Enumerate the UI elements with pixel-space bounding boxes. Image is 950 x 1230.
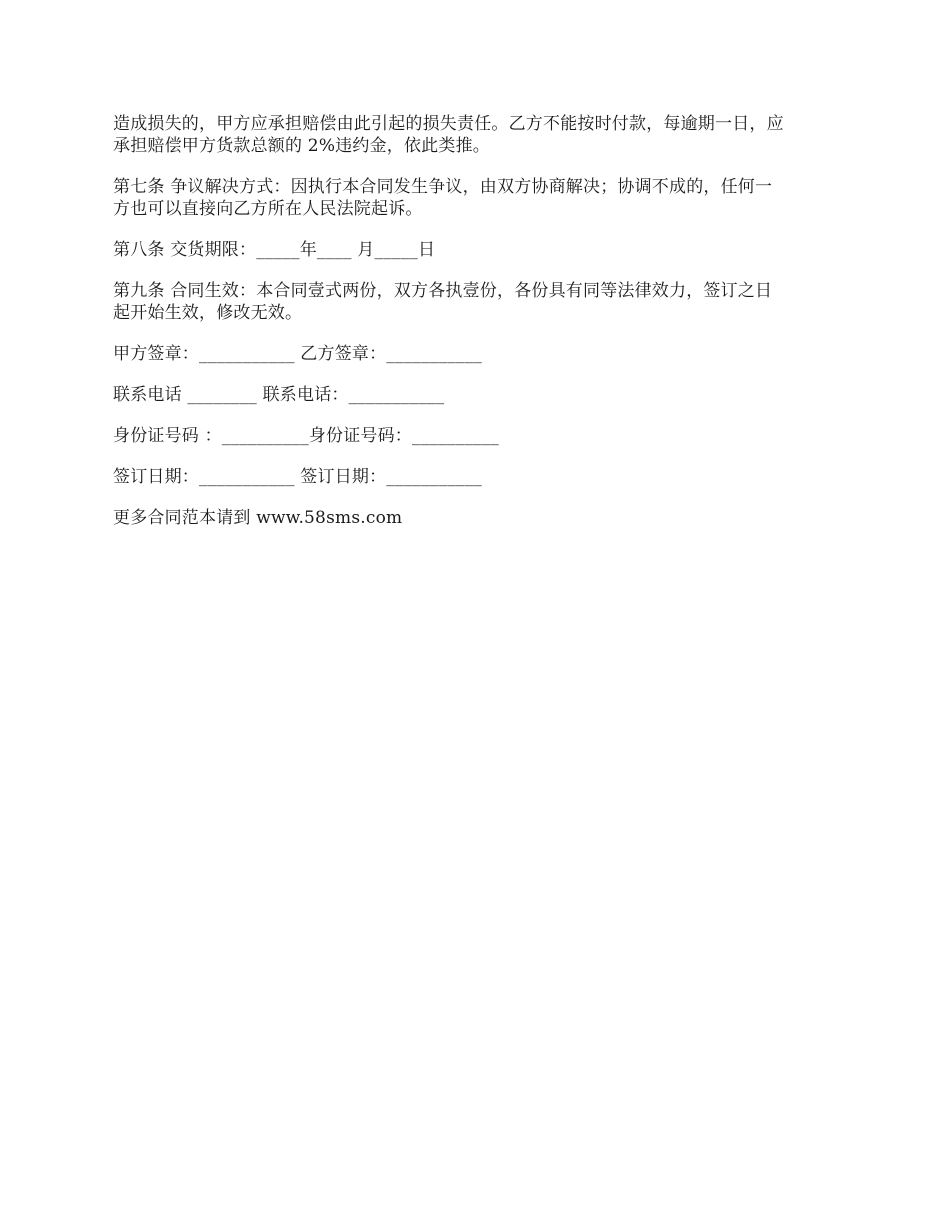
text-line: 第七条 争议解决方式：因执行本合同发生争议，由双方协商解决；协调不成的，任何一 [113,177,773,197]
paragraph-article-7 [113,176,843,220]
paragraph-article-9 [113,280,843,324]
text-line: 承担赔偿甲方货款总额的 2%违约金，依此类推。 [113,136,490,156]
more-templates-footer [113,507,843,529]
text-line: 起开始生效，修改无效。 [113,303,303,323]
text-line: 第九条 合同生效：本合同壹式两份，双方各执壹份，各份具有同等法律效力，签订之日 [113,281,773,301]
text-line: 第八条 交货期限：_____年____ 月_____日 [113,240,436,260]
id-number-line [113,425,843,447]
sign-date-line [113,466,843,488]
paragraph-liability [113,113,843,157]
text-line: 方也可以直接向乙方所在人民法院起诉。 [113,199,423,219]
text-line: 造成损失的，甲方应承担赔偿由此引起的损失责任。乙方不能按时付款，每逾期一日，应 [113,114,784,134]
text-line: 甲方签章：___________ 乙方签章：___________ [113,344,483,364]
document-page [113,113,843,548]
signature-line [113,343,843,365]
text-line: 联系电话 ________ 联系电话：___________ [113,385,445,405]
text-line: 身份证号码 ：__________身份证号码：__________ [113,426,500,446]
paragraph-article-8 [113,239,843,261]
text-line: 签订日期：___________ 签订日期：___________ [113,467,483,487]
phone-line [113,384,843,406]
text-line: 更多合同范本请到 www.58sms.com [113,508,403,528]
